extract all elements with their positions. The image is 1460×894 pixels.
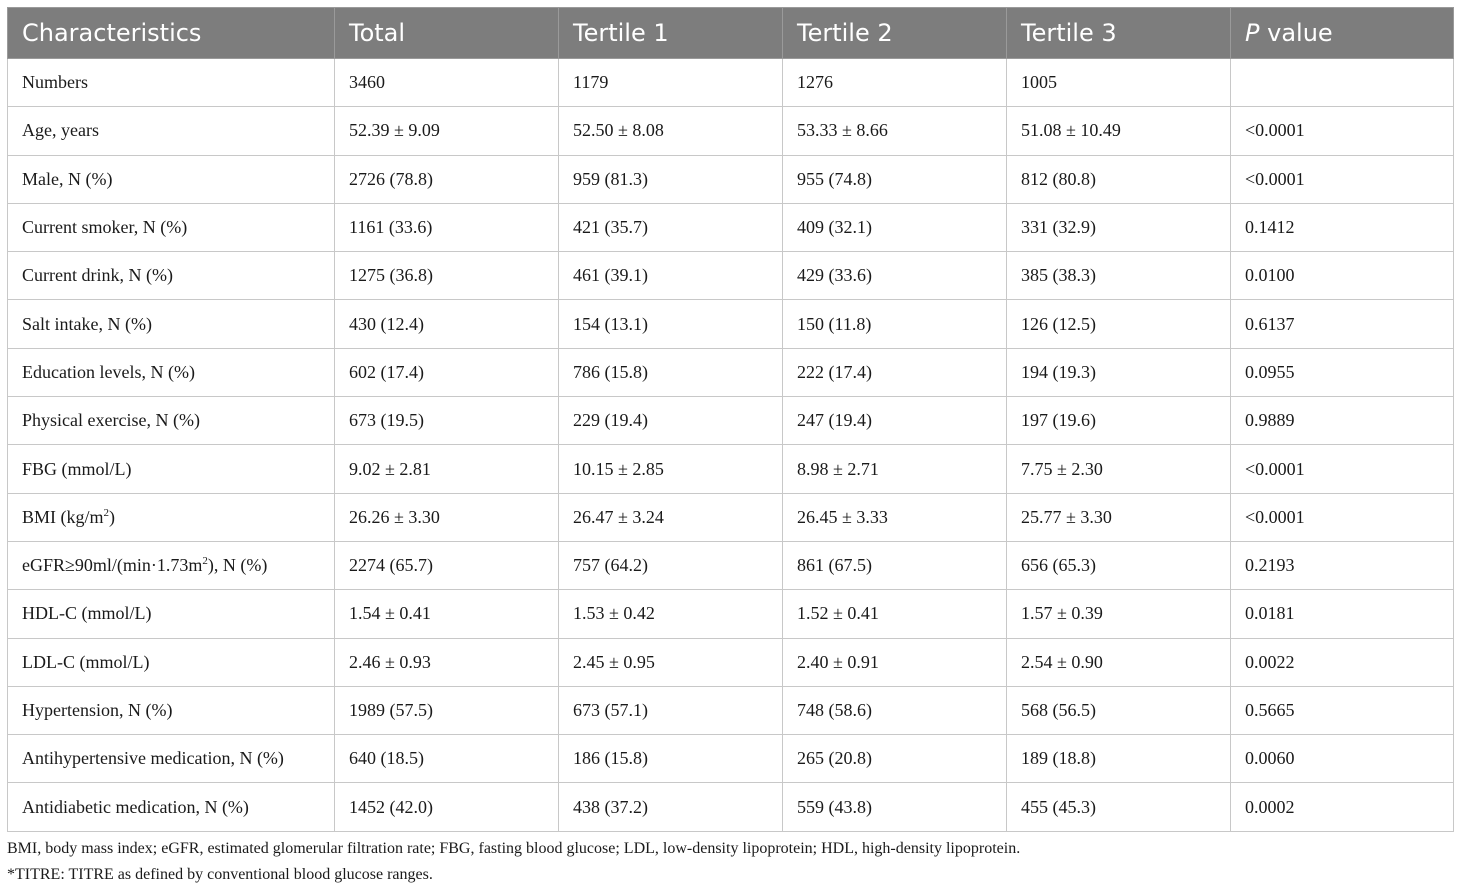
cell-tertile-1: 1179: [559, 59, 783, 107]
table-row: [8, 445, 1454, 493]
cell-total: 2274 (65.7): [335, 541, 559, 589]
table-row: [8, 590, 1454, 638]
cell-p-value: 0.0181: [1231, 590, 1454, 638]
cell-tertile-2: 53.33 ± 8.66: [783, 107, 1007, 155]
cell-total: 1275 (36.8): [335, 252, 559, 300]
cell-tertile-1: 421 (35.7): [559, 203, 783, 251]
cell-tertile-3: 1005: [1007, 59, 1231, 107]
table-row: [8, 735, 1454, 783]
table-body: [8, 59, 1454, 832]
cell-characteristic: Current drink, N (%): [8, 252, 335, 300]
cell-tertile-3: 7.75 ± 2.30: [1007, 445, 1231, 493]
cell-p-value: 0.0060: [1231, 735, 1454, 783]
cell-tertile-1: 229 (19.4): [559, 397, 783, 445]
cell-total: 640 (18.5): [335, 735, 559, 783]
cell-total: 1161 (33.6): [335, 203, 559, 251]
cell-tertile-3: 455 (45.3): [1007, 783, 1231, 831]
cell-tertile-3: 51.08 ± 10.49: [1007, 107, 1231, 155]
characteristics-table: [7, 7, 1454, 832]
header-total: Total: [335, 8, 559, 59]
cell-total: 430 (12.4): [335, 300, 559, 348]
cell-tertile-3: 1.57 ± 0.39: [1007, 590, 1231, 638]
cell-total: 3460: [335, 59, 559, 107]
cell-tertile-2: 955 (74.8): [783, 155, 1007, 203]
cell-tertile-3: 568 (56.5): [1007, 686, 1231, 734]
header-tertile-2: Tertile 2: [783, 8, 1007, 59]
cell-tertile-3: 126 (12.5): [1007, 300, 1231, 348]
cell-characteristic: Hypertension, N (%): [8, 686, 335, 734]
cell-tertile-3: 656 (65.3): [1007, 541, 1231, 589]
cell-characteristic: Current smoker, N (%): [8, 203, 335, 251]
table-row: [8, 155, 1454, 203]
cell-tertile-2: 150 (11.8): [783, 300, 1007, 348]
cell-total: 52.39 ± 9.09: [335, 107, 559, 155]
cell-tertile-3: 25.77 ± 3.30: [1007, 493, 1231, 541]
table-row: [8, 686, 1454, 734]
table-row: [8, 783, 1454, 831]
cell-tertile-1: 959 (81.3): [559, 155, 783, 203]
cell-p-value: <0.0001: [1231, 107, 1454, 155]
header-tertile-3: Tertile 3: [1007, 8, 1231, 59]
cell-p-value: 0.9889: [1231, 397, 1454, 445]
cell-total: 1989 (57.5): [335, 686, 559, 734]
cell-tertile-1: 186 (15.8): [559, 735, 783, 783]
cell-tertile-2: 265 (20.8): [783, 735, 1007, 783]
cell-total: 2.46 ± 0.93: [335, 638, 559, 686]
cell-tertile-3: 197 (19.6): [1007, 397, 1231, 445]
cell-tertile-3: 189 (18.8): [1007, 735, 1231, 783]
cell-tertile-1: 438 (37.2): [559, 783, 783, 831]
cell-p-value: 0.1412: [1231, 203, 1454, 251]
cell-characteristic: Numbers: [8, 59, 335, 107]
cell-p-value: 0.0100: [1231, 252, 1454, 300]
cell-characteristic: $eGFR\ge 90ml/(\min\cdot 1.73m^2)$, N (%): [8, 541, 335, 589]
cell-tertile-1: 786 (15.8): [559, 348, 783, 396]
cell-total: 673 (19.5): [335, 397, 559, 445]
header-characteristics: Characteristics: [8, 8, 335, 59]
cell-tertile-1: 673 (57.1): [559, 686, 783, 734]
cell-characteristic: Education levels, N (%): [8, 348, 335, 396]
cell-tertile-1: 154 (13.1): [559, 300, 783, 348]
cell-total: 1452 (42.0): [335, 783, 559, 831]
cell-tertile-1: 52.50 ± 8.08: [559, 107, 783, 155]
cell-tertile-1: 26.47 ± 3.24: [559, 493, 783, 541]
header-tertile-1: Tertile 1: [559, 8, 783, 59]
cell-tertile-3: 194 (19.3): [1007, 348, 1231, 396]
cell-characteristic: FBG (mmol/L): [8, 445, 335, 493]
cell-characteristic: BMI $(kg/m^2)$: [8, 493, 335, 541]
table-row: [8, 59, 1454, 107]
cell-p-value: <0.0001: [1231, 155, 1454, 203]
cell-tertile-2: 222 (17.4): [783, 348, 1007, 396]
cell-p-value: <0.0001: [1231, 445, 1454, 493]
cell-tertile-3: 331 (32.9): [1007, 203, 1231, 251]
table-row: [8, 348, 1454, 396]
cell-characteristic: Antidiabetic medication, N (%): [8, 783, 335, 831]
cell-p-value: 0.0002: [1231, 783, 1454, 831]
cell-tertile-2: 861 (67.5): [783, 541, 1007, 589]
cell-characteristic: Antihypertensive medication, N (%): [8, 735, 335, 783]
table-row: [8, 397, 1454, 445]
table-row: [8, 252, 1454, 300]
table-row: [8, 541, 1454, 589]
header-p-value: P value: [1231, 8, 1454, 59]
cell-tertile-2: 26.45 ± 3.33: [783, 493, 1007, 541]
table-row: [8, 300, 1454, 348]
cell-p-value: 0.0955: [1231, 348, 1454, 396]
cell-tertile-3: 812 (80.8): [1007, 155, 1231, 203]
footnote-abbreviations: BMI, body mass index; eGFR, estimated glomerular filtration rate; FBG, fasting blood glucose; LDL, low-density lipoprotein; HDL, high-density lipoprotein.: [7, 840, 1021, 857]
cell-tertile-2: 2.40 ± 0.91: [783, 638, 1007, 686]
cell-tertile-3: 2.54 ± 0.90: [1007, 638, 1231, 686]
table-row: [8, 203, 1454, 251]
cell-characteristic: HDL-C (mmol/L): [8, 590, 335, 638]
cell-p-value: 0.2193: [1231, 541, 1454, 589]
cell-tertile-2: 247 (19.4): [783, 397, 1007, 445]
cell-total: 26.26 ± 3.30: [335, 493, 559, 541]
cell-p-value: 0.5665: [1231, 686, 1454, 734]
cell-tertile-2: 409 (32.1): [783, 203, 1007, 251]
cell-total: 602 (17.4): [335, 348, 559, 396]
cell-total: 9.02 ± 2.81: [335, 445, 559, 493]
table-row: [8, 638, 1454, 686]
cell-tertile-1: 10.15 ± 2.85: [559, 445, 783, 493]
cell-tertile-2: 1276: [783, 59, 1007, 107]
table-header-row: [8, 8, 1454, 59]
cell-characteristic: Male, N (%): [8, 155, 335, 203]
cell-characteristic: Age, years: [8, 107, 335, 155]
cell-characteristic: LDL-C (mmol/L): [8, 638, 335, 686]
cell-p-value: 0.0022: [1231, 638, 1454, 686]
table-row: [8, 107, 1454, 155]
cell-tertile-2: 559 (43.8): [783, 783, 1007, 831]
cell-tertile-3: 385 (38.3): [1007, 252, 1231, 300]
cell-characteristic: Salt intake, N (%): [8, 300, 335, 348]
cell-tertile-2: 748 (58.6): [783, 686, 1007, 734]
cell-tertile-2: 8.98 ± 2.71: [783, 445, 1007, 493]
cell-tertile-1: 757 (64.2): [559, 541, 783, 589]
cell-p-value: <0.0001: [1231, 493, 1454, 541]
cell-p-value: [1231, 59, 1454, 107]
cell-tertile-2: 1.52 ± 0.41: [783, 590, 1007, 638]
cell-tertile-1: 1.53 ± 0.42: [559, 590, 783, 638]
table-row: [8, 493, 1454, 541]
cell-tertile-2: 429 (33.6): [783, 252, 1007, 300]
cell-tertile-1: 2.45 ± 0.95: [559, 638, 783, 686]
cell-tertile-1: 461 (39.1): [559, 252, 783, 300]
cell-p-value: 0.6137: [1231, 300, 1454, 348]
cell-total: 1.54 ± 0.41: [335, 590, 559, 638]
footnote-titre: *TITRE: TITRE as defined by conventional blood glucose ranges.: [7, 866, 433, 883]
cell-characteristic: Physical exercise, N (%): [8, 397, 335, 445]
characteristics-table-container: [7, 7, 1453, 832]
cell-total: 2726 (78.8): [335, 155, 559, 203]
